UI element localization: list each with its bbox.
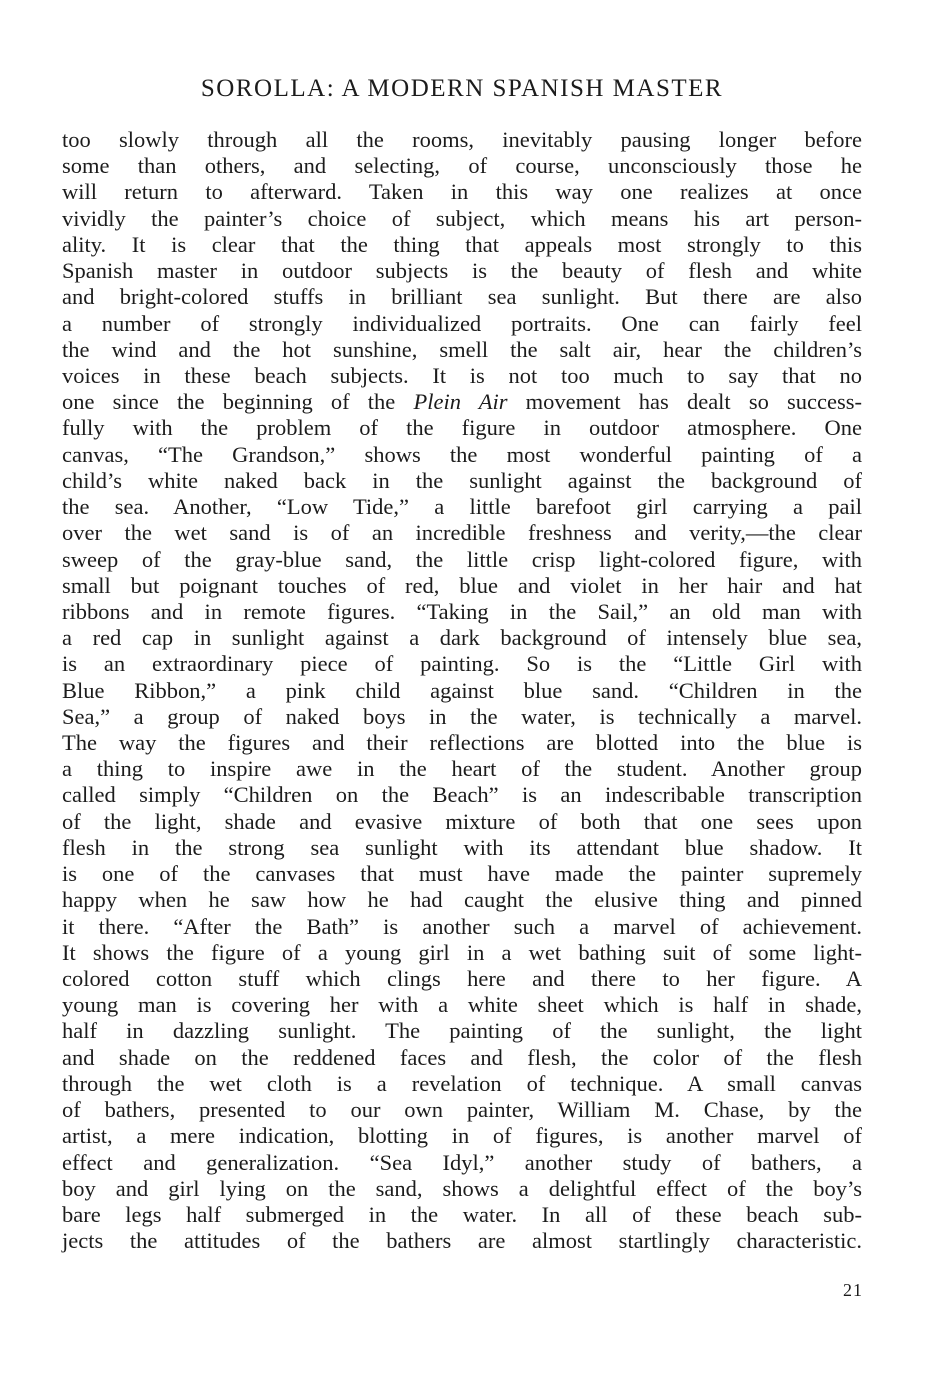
text-segment: artist, a mere indication, blotting in of figures, is another marvel of: [62, 1123, 862, 1149]
text-line: [62, 992, 862, 1018]
text-line: [62, 494, 862, 520]
text-segment: boy and girl lying on the sand, shows a delightful effect of the boy’s: [62, 1175, 862, 1201]
text-line: [62, 337, 862, 363]
text-segment: effect and generalization. “Sea Idyl,” another study of bathers, a: [62, 1149, 862, 1175]
text-line: [62, 1176, 862, 1202]
text-segment: it there. “After the Bath” is another such a marvel of achievement.: [62, 913, 862, 939]
text-line: [62, 1097, 862, 1123]
text-segment: too slowly through all the rooms, inevitably pausing longer before: [62, 127, 862, 152]
text-line: [62, 573, 862, 599]
text-segment: one since the beginning of the: [62, 389, 414, 415]
text-segment: vividly the painter’s choice of subject, which means his art person-: [62, 205, 862, 231]
text-segment: flesh in the strong sea sunlight with its attendant blue shadow. It: [62, 834, 862, 860]
text-line: [62, 730, 862, 756]
body-paragraph: [62, 127, 862, 1254]
text-line: [62, 782, 862, 808]
text-segment: the sea. Another, “Low Tide,” a little barefoot girl carrying a pail: [62, 494, 862, 520]
text-line: [62, 206, 862, 232]
text-segment: half in dazzling sunlight. The painting of the sunlight, the light: [62, 1018, 862, 1044]
text-segment: colored cotton stuff which clings here and there to her figure. A: [62, 966, 862, 991]
text-line: [62, 1202, 862, 1228]
text-segment: a number of strongly individualized portraits. One can fairly feel: [62, 310, 862, 336]
text-segment: The way the figures and their reflections are blotted into the blue is: [62, 730, 862, 756]
text-segment: and shade on the reddened faces and flesh, the color of the flesh: [62, 1044, 862, 1070]
text-segment: movement has dealt so success-: [507, 389, 862, 415]
text-segment: Blue Ribbon,” a pink child against blue sand. “Children in the: [62, 677, 862, 703]
text-line: [62, 625, 862, 651]
text-line: [62, 914, 862, 940]
text-line: [62, 442, 862, 468]
text-line: [62, 1071, 862, 1097]
text-line: [62, 756, 862, 782]
text-segment: bare legs half submerged in the water. In all of these beach sub-: [62, 1201, 862, 1227]
text-segment: jects the attitudes of the bathers are almost startlingly characteristic.: [62, 1228, 862, 1254]
text-segment: fully with the problem of the figure in outdoor atmosphere. One: [62, 415, 862, 441]
text-segment: voices in these beach subjects. It is not too much to say that no: [62, 362, 862, 388]
text-line: [62, 651, 862, 677]
text-line: [62, 311, 862, 337]
text-line: [62, 284, 862, 310]
text-line: [62, 887, 862, 913]
text-segment: child’s white naked back in the sunlight against the background of: [62, 467, 862, 493]
text-line: [62, 678, 862, 704]
text-line: [62, 389, 862, 415]
text-line: [62, 258, 862, 284]
text-line: [62, 599, 862, 625]
text-segment: ality. It is clear that the thing that appeals most strongly to this: [62, 231, 862, 257]
text-segment: and bright-colored stuffs in brilliant sea sunlight. But there are also: [62, 284, 862, 310]
text-segment: called simply “Children on the Beach” is an indescribable transcription: [62, 782, 862, 808]
text-line: [62, 153, 862, 179]
running-head: SOROLLA: A MODERN SPANISH MASTER: [200, 75, 724, 102]
text-segment: is an extraordinary piece of painting. So is the “Little Girl with: [62, 651, 862, 677]
text-line: [62, 940, 862, 966]
text-line: [62, 415, 862, 441]
text-segment: Spanish master in outdoor subjects is the beauty of flesh and white: [62, 258, 862, 284]
italic-phrase: Plein Air: [413, 389, 508, 415]
text-line: [62, 179, 862, 205]
text-line: [62, 809, 862, 835]
text-segment: is one of the canvases that must have made the painter supremely: [62, 861, 862, 887]
text-segment: a thing to inspire awe in the heart of the student. Another group: [62, 756, 862, 782]
text-segment: It shows the figure of a young girl in a wet bathing suit of some light-: [62, 939, 862, 965]
text-line: [62, 1150, 862, 1176]
page-number: 21: [843, 1280, 863, 1300]
text-segment: canvas, “The Grandson,” shows the most wonderful painting of a: [62, 441, 862, 467]
text-line: [62, 468, 862, 494]
text-line: [62, 704, 862, 730]
text-line: [62, 1123, 862, 1149]
text-line: [62, 835, 862, 861]
text-segment: young man is covering her with a white sheet which is half in shade,: [62, 992, 862, 1018]
text-line: [62, 1228, 862, 1254]
text-segment: over the wet sand is of an incredible freshness and verity,—the clear: [62, 520, 862, 546]
text-line: [62, 966, 862, 992]
text-segment: a red cap in sunlight against a dark background of intensely blue sea,: [62, 625, 862, 651]
text-segment: small but poignant touches of red, blue and violet in her hair and hat: [62, 572, 862, 598]
text-line: [62, 363, 862, 389]
text-line: [62, 547, 862, 573]
text-segment: sweep of the gray-blue sand, the little crisp light-colored figure, with: [62, 546, 862, 572]
text-line: [62, 127, 862, 153]
text-line: [62, 520, 862, 546]
text-segment: happy when he saw how he had caught the elusive thing and pinned: [62, 887, 862, 913]
text-line: [62, 861, 862, 887]
text-segment: of the light, shade and evasive mixture of both that one sees upon: [62, 808, 862, 834]
text-segment: Sea,” a group of naked boys in the water, is technically a marvel.: [62, 703, 862, 729]
text-segment: the wind and the hot sunshine, smell the salt air, hear the children’s: [62, 336, 862, 362]
text-segment: some than others, and selecting, of course, unconsciously those he: [62, 153, 862, 179]
text-segment: through the wet cloth is a revelation of technique. A small canvas: [62, 1070, 862, 1096]
text-line: [62, 1045, 862, 1071]
text-line: [62, 1018, 862, 1044]
text-segment: of bathers, presented to our own painter, William M. Chase, by the: [62, 1097, 862, 1123]
text-segment: will return to afterward. Taken in this way one realizes at once: [62, 179, 862, 205]
text-segment: ribbons and in remote figures. “Taking in the Sail,” an old man with: [62, 598, 862, 624]
text-line: [62, 232, 862, 258]
